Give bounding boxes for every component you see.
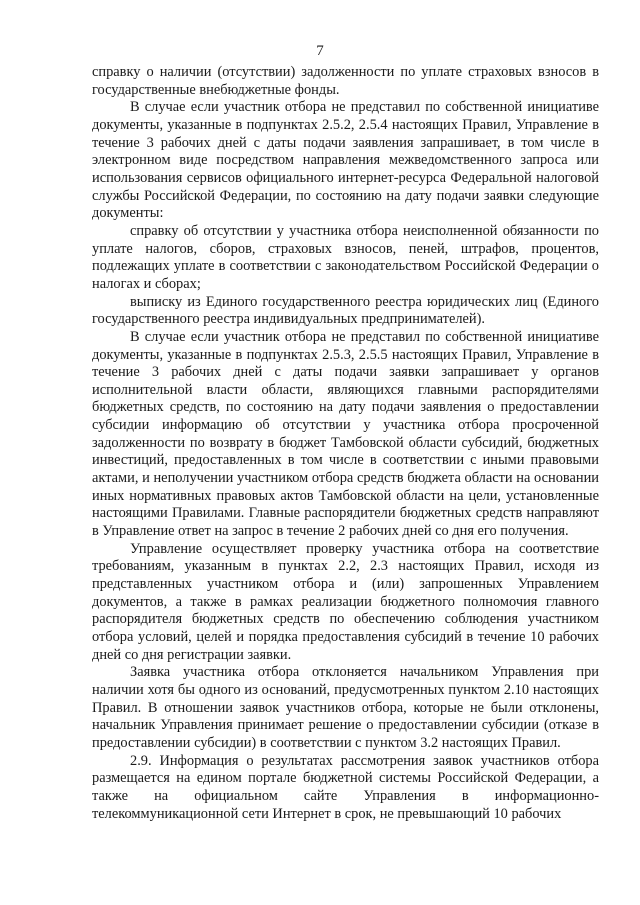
paragraph-tax-certificate: справку об отсутствии у участника отбора неисполненной обязанности по уплате налогов, сборов, страховых взносов, пеней, штрафов, процентов, подлежащих уплате в соответствии с законодательством Российской Федерации о налогах и сборах; (92, 222, 599, 292)
document-body (92, 64, 599, 823)
paragraph-request-budget-info: В случае если участник отбора не представил по собственной инициативе документы, указанные в подпунктах 2.5.3, 2.5.5 настоящих Правил, Управление в течение 3 рабочих дней с даты подачи заявки запрашивает у органов исполнительной власти области, являющихся главными распорядителями бюджетных средств, по состоянию на дату подачи заявления о предоставлении субсидии информацию об отсутствии у участника отбора просроченной задолженности по возврату в бюджет Тамбовской области субсидий, бюджетных инвестиций, предоставленных в том числе в соответствии с иными правовыми актами, и неполучении участником отбора средств бюджета области на основании иных нормативных правовых актов Тамбовской области на цели, установленные настоящими Правилами. Главные распорядители бюджетных средств направляют в Управление ответ на запрос в течение 2 рабочих дней со дня его получения. (92, 328, 599, 540)
paragraph-registry-extract: выписку из Единого государственного реестра юридических лиц (Единого государственного реестра индивидуальных предпринимателей). (92, 293, 599, 328)
paragraph-continuation: справку о наличии (отсутствии) задолженности по уплате страховых взносов в государственные внебюджетные фонды. (92, 64, 599, 98)
paragraph-request-tax-documents: В случае если участник отбора не представил по собственной инициативе документы, указанные в подпунктах 2.5.2, 2.5.4 настоящих Правил, Управление в течение 3 рабочих дней с даты подачи заявления запрашивает, в том числе в электронном виде посредством направления межведомственного запроса или использования сервисов официального интернет-ресурса Федеральной налоговой службы Российской Федерации, по состоянию на дату подачи заявки следующие документы: (92, 99, 599, 222)
paragraph-rejection: Заявка участника отбора отклоняется начальником Управления при наличии хотя бы одного из оснований, предусмотренных пунктом 2.10 настоящих Правил. В отношении заявок участников отбора, которые не были отклонены, начальник Управления принимает решение о предоставлении субсидии (отказе в предоставлении субсидии) в соответствии с пунктом 3.2 настоящих Правил. (92, 664, 599, 751)
paragraph-verification: Управление осуществляет проверку участника отбора на соответствие требованиям, указанным в пунктах 2.2, 2.3 настоящих Правил, исходя из представленных участником отбора и (или) запрошенных Управлением документов, а также в рамках реализации бюджетного полномочия главного распорядителя бюджетных средств по обеспечению соблюдения участником отбора условий, целей и порядка предоставления субсидий в течение 10 рабочих дней со дня регистрации заявки. (92, 540, 599, 663)
page-number: 7 (316, 43, 324, 59)
paragraph-section-2-9: 2.9. Информация о результатах рассмотрения заявок участников отбора размещается на едином портале бюджетной системы Российской Федерации, а также на официальном сайте Управления в информационно-телекоммуникационной сети Интернет в срок, не превышающий 10 рабочих (92, 752, 599, 822)
